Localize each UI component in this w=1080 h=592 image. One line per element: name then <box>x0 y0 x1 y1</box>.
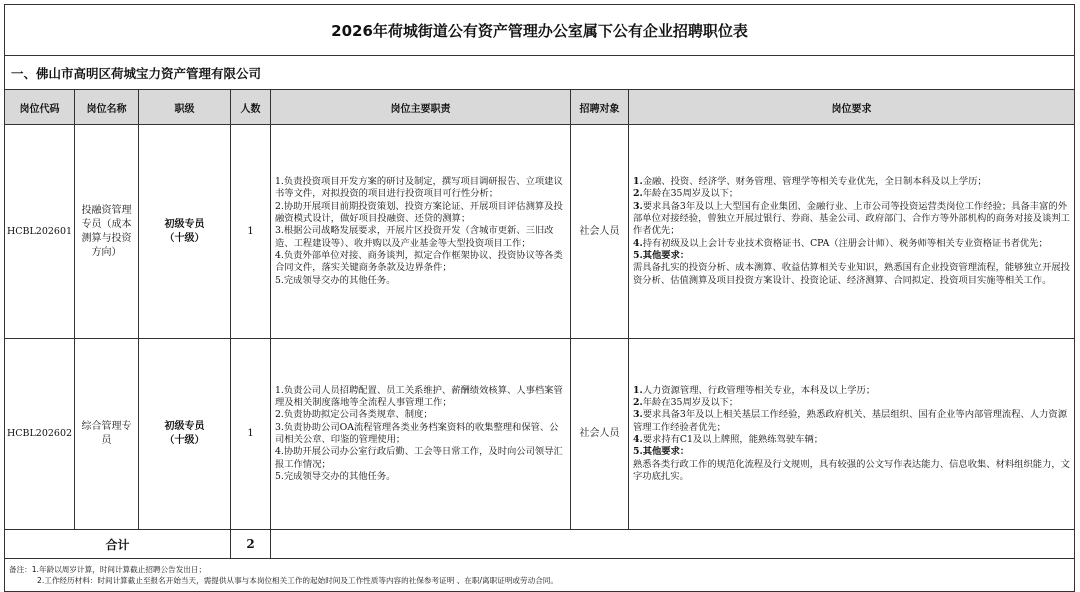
requirement-item <box>633 446 1070 458</box>
level-line-2: （十级） <box>164 435 205 446</box>
requirement-label: 1. <box>633 384 643 396</box>
duty-item: 2.协助开展项目前期投资策划、投资方案论证、开展项目评估测算及投融资模式设计，做好项目投融资、还贷的测算； <box>275 200 563 225</box>
requirement-text: 要求持有C1及以上牌照，能熟练驾驶车辆； <box>642 434 824 445</box>
requirement-text: 需具备扎实的投资分析、成本测算、收益估算相关专业知识，熟悉国有企业投资管理流程，能够独立开展投资分析、估值测算及项目投资方案设计、投资论证、经济测算、合同拟定、投资项目实施等相关工作。 <box>633 262 1070 286</box>
requirement-item <box>633 250 1070 262</box>
duty-item: 5.完成领导交办的其他任务。 <box>275 274 396 286</box>
note-line-1: 备注：1.年龄以周岁计算，时间计算截止招聘公告发出日； <box>9 565 207 574</box>
header-level: 职级 <box>139 90 231 125</box>
position-level <box>139 125 231 339</box>
requirement-item <box>633 262 1070 287</box>
position-code: HCBL202602 <box>5 339 75 530</box>
duty-item: 3.负责协助公司OA流程管理各类业务档案资料的收集整理和保管、公司相关公章、印鉴的管理使用； <box>275 421 559 445</box>
position-requirements <box>629 125 1075 339</box>
requirement-text: 年龄在35周岁及以下； <box>642 188 739 200</box>
requirement-label: 4. <box>633 434 643 445</box>
requirement-text: 熟悉各类行政工作的规范化流程及行文规则，具有较强的公文写作表达能力、信息收集、材料组织能力，文字功底扎实。 <box>633 458 1070 482</box>
requirement-text: 年龄在35周岁及以下； <box>642 397 739 409</box>
requirement-item <box>633 459 1070 484</box>
requirement-item <box>633 201 1070 238</box>
position-count: 1 <box>231 339 271 530</box>
requirement-item <box>633 434 1070 446</box>
requirement-item <box>633 238 1070 250</box>
requirement-label: 3. <box>633 409 643 421</box>
requirement-label: 2. <box>633 397 643 409</box>
level-line-1: 初级专员 <box>164 218 205 230</box>
header-target: 招聘对象 <box>571 90 629 125</box>
position-duties <box>271 125 571 339</box>
position-requirements <box>629 339 1075 530</box>
header-name: 岗位名称 <box>75 90 139 125</box>
requirement-item <box>633 397 1070 409</box>
header-code: 岗位代码 <box>5 90 75 125</box>
note-line-2: 2.工作经历材料：时间计算截止至报名开始当天，需提供从事与本岗位相关工作的起始时间及工作性质等内容的社保参考证明 、在职/离职证明或劳动合同。 <box>37 576 558 585</box>
requirement-item <box>633 409 1070 434</box>
requirement-text: 要求具备3年及以上相关基层工作经验，熟悉政府机关、基层组织、国有企业等内部管理流程、人力资源管理工作经验者优先； <box>633 409 1067 433</box>
requirement-label: 1. <box>633 176 643 188</box>
position-code: HCBL202601 <box>5 125 75 339</box>
requirement-text: 金融、投资、经济学、财务管理、管理学等相关专业优先，全日制本科及以上学历； <box>642 176 987 188</box>
header-count: 人数 <box>231 90 271 125</box>
position-name: 综合管理专员 <box>75 339 139 530</box>
requirement-label: 4. <box>633 237 643 249</box>
position-level <box>139 339 231 530</box>
header-requirements: 岗位要求 <box>629 90 1075 125</box>
total-label: 合计 <box>5 530 231 559</box>
position-target: 社会人员 <box>571 125 629 339</box>
recruitment-table <box>4 4 1075 592</box>
level-line-1: 初级专员 <box>164 421 205 432</box>
position-duties <box>271 339 571 530</box>
level-line-2: （十级） <box>164 232 205 244</box>
total-blank <box>271 530 1075 559</box>
position-target: 社会人员 <box>571 339 629 530</box>
duty-item: 4.负责外部单位对接、商务谈判，拟定合作框架协议、投资协议等各类合同文件，落实关键商务条款及边界条件； <box>275 249 563 274</box>
duty-item: 2.负责协助拟定公司各类规章、制度； <box>275 409 433 421</box>
total-count: 2 <box>231 530 271 559</box>
notes-row <box>5 559 1075 592</box>
table-row <box>5 125 1075 339</box>
duty-item: 3.根据公司战略发展要求，开展片区投资开发（含城市更新、三旧改造、工程建设等）、收并购以及产业基金等大型投资项目工作； <box>275 225 554 249</box>
total-row <box>5 530 1075 559</box>
notes <box>5 559 1075 592</box>
header-duties: 岗位主要职责 <box>271 90 571 125</box>
duty-item: 1.负责投资项目开发方案的研讨及制定，撰写项目调研报告、立项建议书等文件，对拟投资的项目进行投资项目可行性分析； <box>275 176 563 200</box>
header-row <box>5 90 1075 125</box>
company-section-heading: 一、佛山市高明区荷城宝力资产管理有限公司 <box>5 56 1075 90</box>
recruitment-table-sheet <box>4 4 1074 588</box>
requirement-item <box>633 176 1070 188</box>
requirement-label: 5.其他要求： <box>633 249 690 261</box>
position-count: 1 <box>231 125 271 339</box>
requirement-item <box>633 188 1070 200</box>
requirement-item <box>633 385 1070 397</box>
requirement-text: 要求具备3年及以上大型国有企业集团、金融行业、上市公司等投资运营类岗位工作经验；具备丰富的外部单位对接经验，曾独立开展过银行、券商、基金公司、政府部门、合作方等外部机构的商务对接及谈判工作者优先； <box>633 200 1070 237</box>
duty-item: 4.协助开展公司办公室行政后勤、工会等日常工作，及时向公司领导汇报工作情况； <box>275 446 563 470</box>
requirement-label: 5.其他要求： <box>633 446 690 458</box>
requirement-text: 人力资源管理、行政管理等相关专业，本科及以上学历； <box>642 384 876 396</box>
requirement-label: 3. <box>633 200 643 212</box>
duty-item: 1.负责公司人员招聘配置、员工关系维护、薪酬绩效核算、人事档案管理及相关制度落地等全流程人事管理工作； <box>275 384 563 409</box>
requirement-text: 持有初级及以上会计专业技术资格证书、CPA（注册会计师）、税务师等相关专业资格证书者优先； <box>642 237 1048 249</box>
table-row <box>5 339 1075 530</box>
table-title: 2026年荷城街道公有资产管理办公室属下公有企业招聘职位表 <box>5 5 1075 56</box>
position-name: 投融资管理专员（成本测算与投资方向） <box>75 125 139 339</box>
requirement-label: 2. <box>633 188 643 200</box>
duty-item: 5.完成领导交办的其他任务。 <box>275 470 396 482</box>
